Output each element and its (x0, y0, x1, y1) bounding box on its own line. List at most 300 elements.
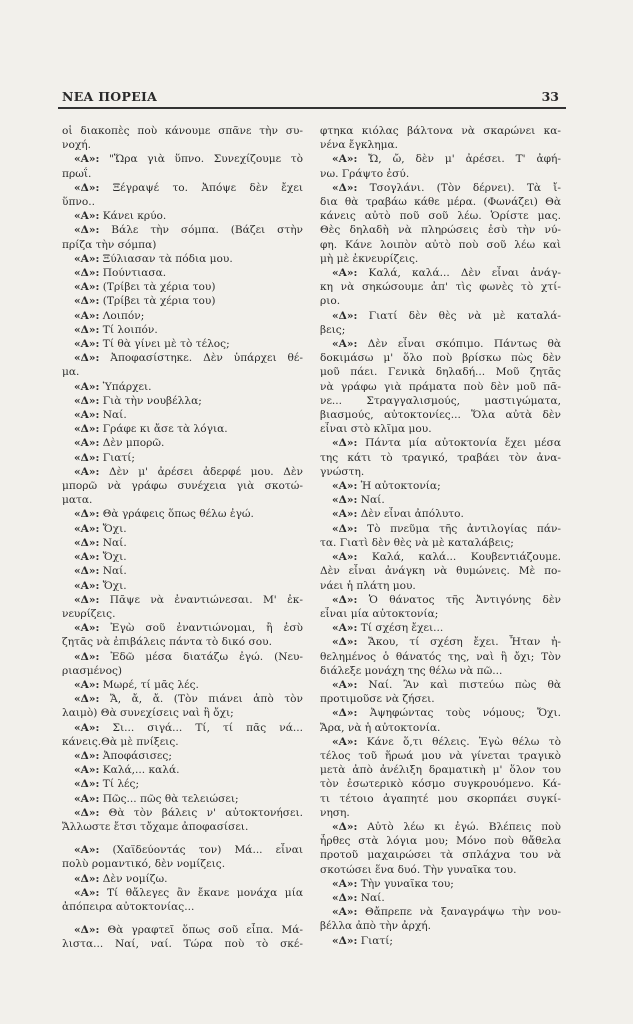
text-column-left (62, 124, 303, 952)
dialogue-paragraph (320, 436, 561, 479)
text-line (320, 735, 561, 749)
line-text: κη νὰ σηκώσουμε ἀπ' τὶς φωνὲς τὸ χτί- (320, 281, 561, 294)
line-text: Κάνει κρύο. (102, 210, 167, 223)
line-text: "Ὥρα γιὰ ὕπνο. Συνεχίζουμε τὸ (109, 153, 303, 166)
text-line (62, 777, 303, 791)
text-line (320, 749, 561, 763)
speaker-label: «Α»: (74, 309, 100, 322)
line-text: θελημένος ὁ θάνατός της, ναὶ ἢ ὄχι; Τὸν (320, 650, 561, 663)
speaker-label: «Α»: (74, 281, 100, 294)
text-line (62, 763, 303, 777)
speaker-label: «Α»: (332, 906, 358, 919)
line-text: νηση. (320, 806, 350, 819)
text-line (62, 167, 303, 181)
line-text: Γιατί; (102, 451, 135, 464)
text-line (62, 820, 303, 834)
line-text: φη. Κάνε λοιπὸν αὐτὸ ποὺ σοῦ λέω καὶ (320, 238, 561, 251)
speaker-label: «Α»: (74, 792, 100, 805)
dialogue-paragraph (320, 635, 561, 678)
line-text: φτηκα κιόλας βάλτονα νὰ σκαρώνει κα- (320, 125, 561, 137)
text-line (320, 664, 561, 678)
line-text: Ξύλιασαν τὰ πόδια μου. (102, 252, 233, 265)
text-line (62, 138, 303, 152)
text-line (62, 735, 303, 749)
text-line (320, 351, 561, 365)
speaker-label: «Α»: (332, 153, 358, 166)
dialogue-paragraph (62, 408, 303, 422)
text-line (62, 635, 303, 649)
line-text: δοκιμάσω μ' ὅλο ποὺ βρίσκω πὼς δὲν (320, 352, 561, 365)
speaker-label: «Α»: (332, 338, 358, 351)
text-line (62, 706, 303, 720)
dialogue-paragraph (320, 621, 561, 635)
text-line (320, 763, 561, 777)
text-line (62, 294, 303, 308)
line-text: Γράφε κι ἄσε τὰ λόγια. (102, 423, 228, 436)
speaker-label: «Δ»: (74, 778, 100, 791)
dialogue-paragraph (62, 806, 303, 834)
text-line (62, 564, 303, 578)
dialogue-paragraph (62, 650, 303, 678)
dialogue-paragraph (320, 820, 561, 877)
text-line (62, 692, 303, 706)
text-line (62, 664, 303, 678)
speaker-label: «Α»: (74, 380, 100, 393)
dialogue-paragraph (62, 436, 303, 450)
speaker-label: «Δ»: (332, 181, 358, 194)
line-text: ἀπόπειρα αὐτοκτονίας... (62, 900, 195, 913)
line-text: Θὰ γραφτεῖ ὅπως σοῦ εἶπα. Μά- (107, 924, 303, 937)
line-text: Θὰ γράφεις ὅπως θέλω ἐγώ. (102, 508, 254, 521)
dialogue-paragraph (62, 451, 303, 465)
line-text: (Τρίβει τὰ χέρια του) (102, 281, 216, 294)
speaker-label: «Δ»: (74, 650, 100, 663)
line-text: Ναί. (102, 536, 127, 549)
line-text: Τί θἄλεγες ἂν ἔκανε μονάχα μία (106, 886, 303, 899)
speaker-label: «Δ»: (332, 934, 358, 947)
speaker-label: «Α»: (74, 844, 100, 857)
text-line (62, 337, 303, 351)
line-text: ριασμένος) (62, 664, 123, 677)
line-text: νάει ἡ πλάτη μου. (320, 579, 416, 592)
text-line (62, 394, 303, 408)
line-text: Κάνε ὅ,τι θέλεις. Ἐγὼ θέλω τὸ (366, 735, 561, 748)
line-text: Δὲν εἶναι ἀνάγκη νὰ θυμώνεις. Μὲ πο- (320, 565, 561, 578)
text-line (320, 522, 561, 536)
line-text: Θἄπρεπε νὰ ξαναγράψω τὴν νου- (365, 906, 561, 919)
dialogue-paragraph (62, 550, 303, 564)
text-line (320, 792, 561, 806)
line-text: πρωΐ. (62, 167, 92, 180)
speaker-label: «Δ»: (74, 749, 100, 762)
dialogue-paragraph (62, 564, 303, 578)
speaker-label: «Δ»: (332, 636, 358, 649)
speaker-label: «Α»: (332, 480, 358, 493)
dialogue-paragraph (62, 507, 303, 521)
line-text: Ναί. (360, 891, 385, 904)
line-text: ζητᾶς νὰ ἐπιβάλεις πάντα τὸ δικό σου. (62, 636, 272, 649)
line-text: Ἡ αὐτοκτονία; (360, 480, 441, 493)
speaker-label: «Α»: (74, 764, 100, 777)
speaker-label: «Α»: (74, 409, 100, 422)
line-text: τα. Γιατὶ δὲν θὲς νὰ μὲ καταλάβεις; (320, 536, 514, 549)
text-line (320, 579, 561, 593)
text-line (62, 209, 303, 223)
dialogue-paragraph (62, 923, 303, 951)
text-line (320, 635, 561, 649)
speaker-label: «Α»: (74, 338, 100, 351)
speaker-label: «Α»: (74, 721, 100, 734)
line-text: Δὲν εἶναι σκόπιμο. Πάντως θὰ (367, 338, 561, 351)
text-line (320, 394, 561, 408)
line-text: Ὑπάρχει. (102, 380, 152, 393)
line-text: ματα. (62, 494, 93, 507)
dialogue-paragraph (62, 536, 303, 550)
line-text: Ἄκου, τί σχέση ἔχει. Ἦταν ἠ- (368, 636, 561, 649)
line-text: εἶναι στὸ κλῖμα μου. (320, 423, 432, 436)
line-text: Καλά, καλά... Κουβεντιάζουμε. (371, 551, 561, 564)
dialogue-paragraph (320, 152, 561, 180)
dialogue-paragraph (320, 337, 561, 436)
text-line (320, 877, 561, 891)
text-line (320, 479, 561, 493)
text-line (320, 550, 561, 564)
text-line (320, 124, 561, 138)
text-line (320, 252, 561, 266)
line-text: βιασμούς, αὐτοκτονίες... Ὅλα αὐτὰ δὲν (320, 409, 561, 422)
dialogue-paragraph (320, 181, 561, 266)
dialogue-paragraph (62, 465, 303, 508)
dialogue-paragraph (62, 872, 303, 886)
line-text: εἶναι μία αὐτοκτονία; (320, 607, 439, 620)
line-text: Ναί. (360, 494, 385, 507)
text-line (62, 266, 303, 280)
line-text: Γιατί; (360, 934, 393, 947)
speaker-label: «Α»: (332, 735, 358, 748)
speaker-label: «Δ»: (74, 593, 100, 606)
header-rule (58, 107, 566, 109)
speaker-label: «Δ»: (74, 451, 100, 464)
text-line (62, 451, 303, 465)
dialogue-paragraph (320, 550, 561, 593)
text-line (320, 650, 561, 664)
line-text: της κάτι τὸ τραγικό, τραβάει τὸν ἀνα- (320, 451, 561, 464)
line-text: Πῶς... πῶς θὰ τελειώσει; (102, 792, 239, 805)
line-text: Τί θὰ γίνει μὲ τὸ τέλος; (102, 338, 230, 351)
text-line (320, 465, 561, 479)
dialogue-paragraph (62, 152, 303, 180)
line-text: Ἐδῶ μέσα διατάζω ἐγώ. (Νευ- (110, 650, 303, 663)
dialogue-paragraph (320, 309, 561, 337)
line-text: νευρίζεις. (62, 607, 116, 620)
dialogue-paragraph (62, 124, 303, 152)
dialogue-paragraph (320, 522, 561, 550)
line-text: Λοιπόν; (102, 309, 145, 322)
text-line (62, 323, 303, 337)
dialogue-paragraph (320, 479, 561, 493)
text-line (62, 238, 303, 252)
speaker-label: «Δ»: (332, 437, 358, 450)
text-line (62, 886, 303, 900)
line-text: Τὸ πνεῦμα τῆς ἀντιλογίας πάν- (367, 522, 561, 535)
text-line (62, 678, 303, 692)
dialogue-paragraph (62, 266, 303, 280)
text-line (320, 806, 561, 820)
dialogue-paragraph (62, 522, 303, 536)
text-line (320, 337, 561, 351)
text-line (320, 167, 561, 181)
text-line (320, 223, 561, 237)
dialogue-paragraph (62, 337, 303, 351)
line-text: Ἀποφασίστηκε. Δὲν ὑπάρχει θέ- (110, 352, 303, 365)
text-line (320, 536, 561, 550)
dialogue-paragraph (62, 678, 303, 692)
dialogue-paragraph (62, 181, 303, 209)
text-line (320, 181, 561, 195)
text-line (62, 792, 303, 806)
line-text: τι τέτοιο ἀγαπητέ μου σκορπάει συγκί- (320, 792, 561, 805)
dialogue-paragraph (320, 493, 561, 507)
line-text: Μωρέ, τί μᾶς λές. (102, 678, 199, 691)
text-line (62, 721, 303, 735)
dialogue-paragraph (62, 593, 303, 621)
line-text: κάνεις.Θὰ μὲ πνίξεις. (62, 735, 179, 748)
line-text: τὸν ἐσωτερικὸ κόσμο συγκρουόμενο. Κά- (320, 778, 561, 791)
line-text: βεις; (320, 323, 346, 336)
text-line (62, 152, 303, 166)
line-text: Ὄχι. (102, 551, 127, 564)
line-text: τέλος τοῦ ἥρωά μου νὰ γίνεται τραγικὸ (320, 749, 561, 762)
line-text: νὰ γράφω γιὰ πράματα ποὺ δὲν μοῦ πᾶ- (320, 380, 561, 393)
dialogue-paragraph (62, 721, 303, 749)
dialogue-paragraph (62, 223, 303, 251)
speaker-label: «Δ»: (332, 891, 358, 904)
dialogue-paragraph (62, 280, 303, 294)
text-line (320, 408, 561, 422)
text-line (320, 493, 561, 507)
text-line (62, 181, 303, 195)
text-line (320, 692, 561, 706)
text-line (62, 365, 303, 379)
text-line (320, 706, 561, 720)
speaker-label: «Α»: (74, 579, 100, 592)
speaker-label: «Δ»: (74, 924, 100, 937)
line-text: Αὐτὸ λέω κι ἐγώ. Βλέπεις ποὺ (367, 820, 561, 833)
line-text: ἦρθες στὰ λόγια μου; Μόνο ποὺ θἄθελα (320, 835, 561, 848)
dialogue-paragraph (62, 422, 303, 436)
line-text: Ἄρα, νὰ ἡ αὐτοκτονία. (320, 721, 441, 734)
text-line (320, 323, 561, 337)
line-text: κάνεις αὐτὸ ποῦ σοῦ λέω. Ὁρίστε μας. (320, 210, 561, 223)
line-text: Ὄχι. (102, 579, 127, 592)
line-text: Θὲς δηλαδὴ νὰ πληρώσεις ἐσὺ τὴν νύ- (320, 224, 561, 237)
dialogue-paragraph (320, 905, 561, 933)
text-line (320, 607, 561, 621)
line-text: δια θὰ τραβάω κάθε μέρα. (Φωνάζει) Θὰ (320, 196, 561, 209)
line-text: Θὰ τὸν βάλεις ν' αὐτοκτονήσει. (108, 806, 303, 819)
text-line (62, 579, 303, 593)
speaker-label: «Α»: (332, 678, 358, 691)
text-line (320, 621, 561, 635)
line-text: Καλά, καλά... Δὲν εἶναι ἀνάγ- (368, 267, 561, 280)
line-text: Γιὰ τὴν νουβέλλα; (102, 394, 202, 407)
dialogue-paragraph (62, 394, 303, 408)
line-text: προτοῦ μαχαιρώσει τὰ σπλάχνα του νὰ (320, 849, 561, 862)
text-line (320, 451, 561, 465)
page-number: 33 (541, 89, 559, 104)
speaker-label: «Δ»: (74, 267, 100, 280)
speaker-label: «Α»: (332, 508, 358, 521)
line-text: Ναί. Ἂν καὶ πιστεύω πὼς θὰ (368, 678, 561, 691)
line-text: μα. (62, 366, 80, 379)
text-line (320, 820, 561, 834)
speaker-label: «Α»: (74, 622, 100, 635)
text-line (320, 593, 561, 607)
dialogue-paragraph (320, 593, 561, 621)
text-line (62, 479, 303, 493)
text-line (62, 923, 303, 937)
speaker-label: «Α»: (332, 551, 358, 564)
speaker-label: «Α»: (74, 886, 100, 899)
speaker-label: «Α»: (74, 465, 100, 478)
dialogue-paragraph (62, 323, 303, 337)
dialogue-paragraph (62, 749, 303, 763)
speaker-label: «Δ»: (332, 494, 358, 507)
line-text: Τί σχέση ἔχει... (360, 622, 444, 635)
text-line (320, 905, 561, 919)
text-line (62, 507, 303, 521)
speaker-label: «Δ»: (74, 352, 100, 365)
text-line (62, 351, 303, 365)
dialogue-paragraph (62, 777, 303, 791)
speaker-label: «Δ»: (332, 309, 358, 322)
line-text: βέλλα ἀπὸ τὴν ἀρχή. (320, 920, 431, 933)
text-line (62, 607, 303, 621)
line-text: μὴ μὲ ἐκνευρίζεις. (320, 252, 419, 265)
dialogue-paragraph (62, 763, 303, 777)
line-text: νε... Στραγγαλισμούς, μαστιγώματα, (320, 394, 561, 407)
text-line (320, 422, 561, 436)
line-text: λιστα... Ναί, ναί. Τώρα ποὺ τὸ σκέ- (62, 938, 303, 951)
speaker-label: «Δ»: (74, 423, 100, 436)
text-line (62, 465, 303, 479)
line-text: Ἄ, ἄ, ἄ. (Τὸν πιάνει ἀπὸ τὸν (109, 693, 303, 706)
text-line (62, 872, 303, 886)
line-text: ριο. (320, 295, 341, 308)
line-text: Πάντα μία αὐτοκτονία ἔχει μέσα (365, 437, 561, 450)
text-line (320, 934, 561, 948)
dialogue-paragraph (320, 266, 561, 309)
text-line (320, 919, 561, 933)
line-text: Ξέγραψέ το. Ἀπόψε δὲν ἔχει (112, 181, 303, 194)
text-line (62, 309, 303, 323)
text-line (62, 749, 303, 763)
speaker-label: «Α»: (332, 622, 358, 635)
dialogue-paragraph (320, 735, 561, 820)
text-line (62, 408, 303, 422)
text-line (320, 138, 561, 152)
line-text: Ἀψηφώντας τοὺς νόμους; Ὄχι. (369, 707, 561, 720)
text-line (320, 380, 561, 394)
line-text: ὕπνο.. (62, 196, 95, 209)
speaker-label: «Δ»: (332, 707, 358, 720)
dialogue-paragraph (320, 678, 561, 706)
speaker-label: «Δ»: (74, 693, 100, 706)
line-text: Δὲν εἶναι ἀπόλυτο. (360, 508, 464, 521)
text-line (62, 124, 303, 138)
dialogue-paragraph (62, 692, 303, 720)
line-text: (Τρίβει τὰ χέρια του) (102, 295, 216, 308)
dialogue-paragraph (320, 877, 561, 891)
text-line (320, 294, 561, 308)
line-text: οἱ διακοπὲς ποὺ κάνουμε σπᾶνε τὴν συ- (62, 125, 303, 137)
speaker-label: «Δ»: (74, 394, 100, 407)
dialogue-paragraph (62, 886, 303, 914)
speaker-label: «Α»: (74, 551, 100, 564)
line-text: μετὰ ἀπὸ ἀνέλιξη δραματικὴ μ' ὅλον του (320, 764, 561, 777)
dialogue-paragraph (320, 124, 561, 152)
speaker-label: «Δ»: (332, 593, 358, 606)
line-text: Ἐγὼ σοῦ ἐναντιώνομαι, ἢ ἐσὺ (110, 622, 303, 635)
text-line (62, 195, 303, 209)
dialogue-paragraph (62, 621, 303, 649)
line-text: πρίζα τὴν σόμπα) (62, 238, 157, 251)
speaker-label: «Δ»: (74, 323, 100, 336)
text-line (62, 650, 303, 664)
text-line (320, 863, 561, 877)
line-text: Τί λοιπόν. (102, 323, 158, 336)
text-line (320, 564, 561, 578)
line-text: μπορῶ νὰ γράφω συνέχεια γιὰ σκοτώ- (62, 480, 303, 493)
journal-title: ΝΕΑ ΠΟΡΕΙΑ (62, 89, 158, 104)
speaker-label: «Δ»: (74, 536, 100, 549)
dialogue-paragraph (62, 579, 303, 593)
text-line (320, 195, 561, 209)
line-text: Ὤ, ὤ, δὲν μ' ἀρέσει. Τ' ἀφή- (368, 153, 561, 166)
line-text: Ὄχι. (102, 522, 127, 535)
speaker-label: «Α»: (74, 252, 100, 265)
text-line (320, 891, 561, 905)
text-line (320, 209, 561, 223)
text-line (320, 152, 561, 166)
dialogue-paragraph (62, 380, 303, 394)
text-line (62, 536, 303, 550)
line-text: Δὲν μπορῶ. (102, 437, 165, 450)
line-text: νω. Γράψτο ἐσύ. (320, 167, 410, 180)
text-line (320, 266, 561, 280)
text-line (320, 365, 561, 379)
text-line (320, 507, 561, 521)
speaker-label: «Α»: (332, 877, 358, 890)
dialogue-paragraph (62, 309, 303, 323)
line-text: γνώστη. (320, 465, 365, 478)
line-text: Τσογλάνι. (Τὸν δέρνει). Τὰ ἴ- (369, 181, 561, 194)
text-line (320, 309, 561, 323)
line-text: Δὲν μ' ἀρέσει ἀδερφέ μου. Δὲν (108, 465, 303, 478)
text-line (62, 422, 303, 436)
dialogue-paragraph (320, 706, 561, 734)
line-text: νένα ἔγκλημα. (320, 139, 398, 152)
line-text: Ὁ θάνατος τῆς Ἀντιγόνης δὲν (368, 593, 561, 606)
line-text: Τὴν γυναῖκα του; (360, 877, 454, 890)
line-text: (Χαϊδεύοντάς τον) Μά... εἶναι (112, 844, 303, 857)
line-text: Ναί. (102, 409, 127, 422)
speaker-label: «Δ»: (74, 181, 100, 194)
line-text: Τί λές; (102, 778, 140, 791)
text-line (320, 238, 561, 252)
dialogue-paragraph (62, 252, 303, 266)
line-text: Πᾶψε νὰ ἐναντιώνεσαι. Μ' ἐκ- (109, 593, 303, 606)
